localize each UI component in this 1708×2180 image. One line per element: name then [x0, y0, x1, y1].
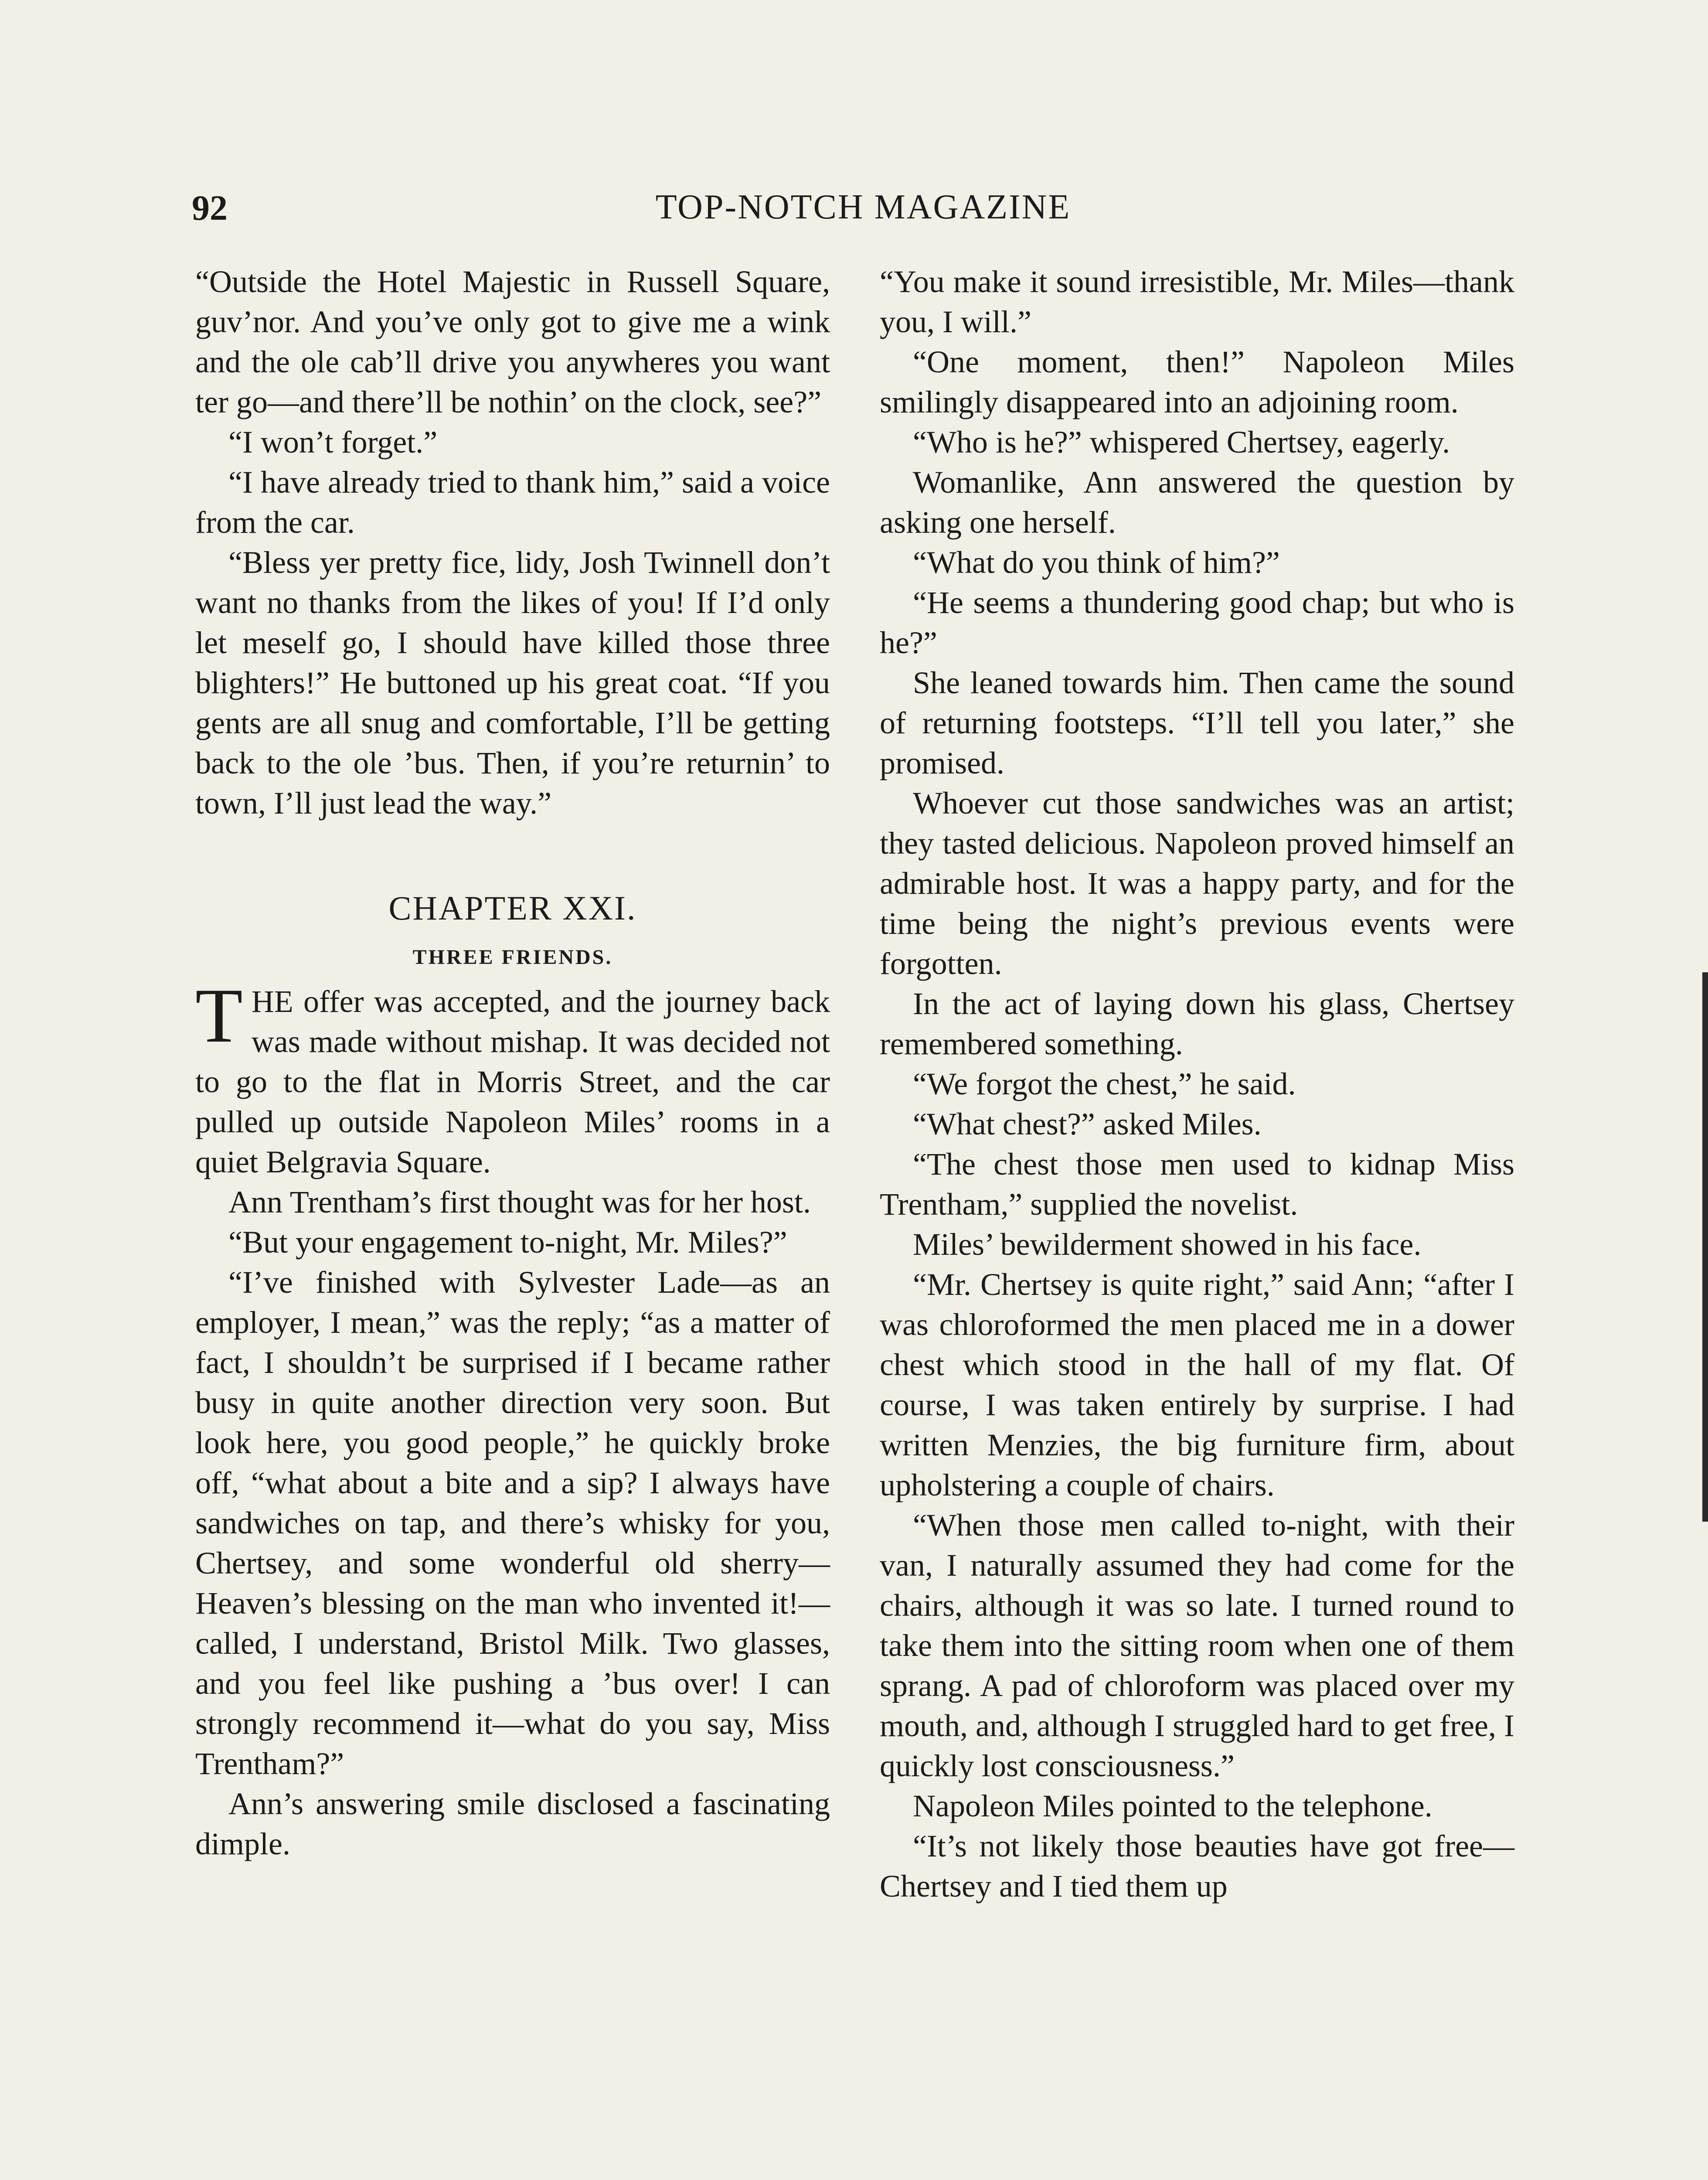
paragraph: “Who is he?” whispered Chertsey, eagerly.: [913, 425, 1450, 460]
running-head: [192, 187, 1534, 235]
paragraph: “What do you think of him?”: [913, 545, 1280, 580]
paragraph: “He seems a thundering good chap; but who is he?”: [880, 585, 1514, 660]
paragraph: Womanlike, Ann answered the question by asking one herself.: [880, 465, 1514, 540]
paragraph: “I’ve finished with Sylvester Lade—as an employer, I mean,” was the reply; “as a matter of fact, I shouldn’t be surprised if I became rather busy in quite another direction very soon. But look here, you good people,” he quickly broke off, “what about a bite and a sip? I always have sandwiches on tap, and there’s whisky for you, Chertsey, and some wonderful old sherry—Heaven’s blessing on the man who invented it!—called, I understand, Bristol Milk. Two glasses, and you feel like pushing a ’bus over! I can strongly recommend it—what do you say, Miss Trentham?”: [195, 1265, 830, 1781]
paragraph: “When those men called to-night, with their van, I naturally assumed they had come for the chairs, although it was so late. I turned round to take them into the sitting room when one of them sprang. A pad of chloroform was placed over my mouth, and, although I struggled hard to get free, I quickly lost consciousness.”: [880, 1508, 1514, 1783]
paragraph: “The chest those men used to kidnap Miss Trentham,” supplied the novelist.: [880, 1147, 1514, 1222]
paragraph: Napoleon Miles pointed to the telephone.: [913, 1788, 1432, 1823]
paragraph: In the act of laying down his glass, Chertsey remembered something.: [880, 986, 1514, 1061]
paragraph: “It’s not likely those beauties have got free—Chertsey and I tied them up: [880, 1829, 1514, 1904]
chapter-title: CHAPTER XXI.: [388, 889, 637, 927]
scan-edge-mark: [1702, 972, 1708, 1522]
page-number: 92: [192, 188, 228, 228]
paragraph: Ann Trentham’s first thought was for her host.: [228, 1185, 811, 1219]
paragraph: Whoever cut those sandwiches was an artist; they tasted delicious. Napoleon proved himself an admirable host. It was a happy party, and for the time being the night’s previous events were forgotten.: [880, 786, 1514, 981]
chapter-opening-paragraph: [195, 972, 830, 1182]
drop-cap: T: [195, 972, 243, 1059]
chapter-opening-text: HE offer was accepted, and the journey back was made without mishap. It was decided not to go to the flat in Morris Street, and the car pulled up outside Napoleon Miles’ rooms in a quiet Belgravia Square.: [195, 984, 830, 1179]
paragraph: “You make it sound irresistible, Mr. Miles—thank you, I will.”: [880, 264, 1514, 339]
paragraph: “Outside the Hotel Majestic in Russell Square, guv’nor. And you’ve only got to give me a wink and the ole cab’ll drive you anywheres you want ter go—and there’ll be nothin’ on the clock, see?”: [195, 264, 830, 419]
paragraph: Ann’s answering smile disclosed a fascinating dimple.: [195, 1786, 830, 1861]
paragraph: “Mr. Chertsey is quite right,” said Ann; “after I was chloroformed the men placed me in a dower chest which stood in the hall of my flat. Of course, I was taken entirely by surprise. I had written Menzies, the big furniture firm, about upholstering a couple of chairs.: [880, 1267, 1514, 1502]
paragraph: “What chest?” asked Miles.: [913, 1107, 1262, 1141]
paragraph: “I have already tried to thank him,” said a voice from the car.: [195, 465, 830, 540]
paragraph: “I won’t forget.”: [228, 425, 438, 460]
paragraph: “We forgot the chest,” he said.: [913, 1066, 1296, 1101]
chapter-subtitle: THREE FRIENDS.: [412, 946, 613, 969]
paragraph: Miles’ bewilderment showed in his face.: [913, 1227, 1422, 1262]
paragraph: “But your engagement to-night, Mr. Miles?”: [228, 1225, 787, 1260]
left-column: [195, 262, 830, 1864]
paragraph: “Bless yer pretty fice, lidy, Josh Twinnell don’t want no thanks from the likes of you! If I’d only let meself go, I should have killed those three blighters!” He buttoned up his great coat. “If you gents are all snug and comfortable, I’ll be getting back to the ole ’bus. Then, if you’re returnin’ to town, I’ll just lead the way.”: [195, 545, 830, 821]
paragraph: She leaned towards him. Then came the sound of returning footsteps. “I’ll tell you later,” she promised.: [880, 665, 1514, 780]
right-column: [880, 262, 1514, 1906]
paragraph: “One moment, then!” Napoleon Miles smilingly disappeared into an adjoining room.: [880, 344, 1514, 419]
magazine-title: TOP-NOTCH MAGAZINE: [655, 188, 1071, 226]
